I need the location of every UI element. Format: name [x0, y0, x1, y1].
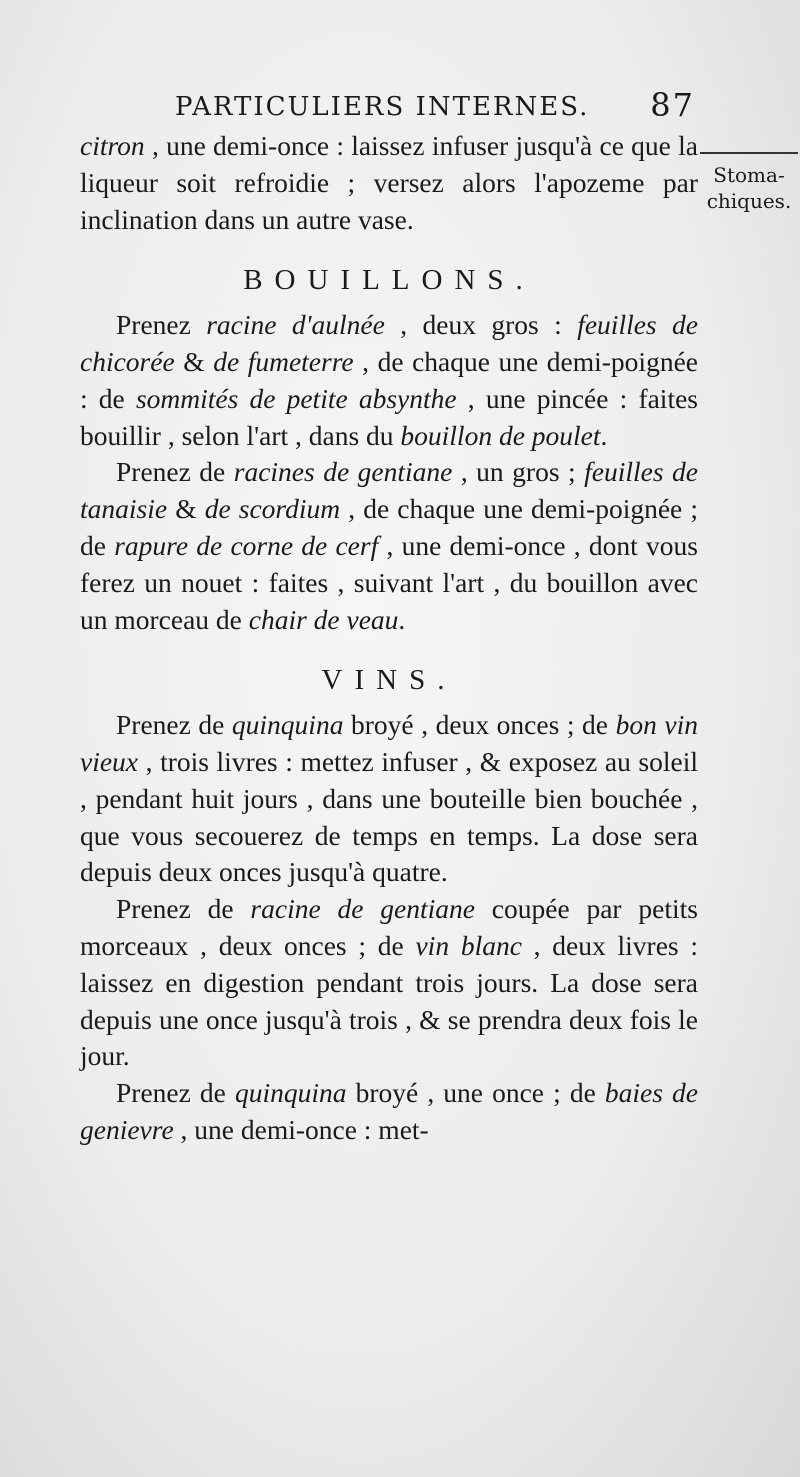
italic-term: baies de genievre	[80, 1077, 699, 1145]
text-run: Prenez	[116, 309, 207, 341]
text-run: , deux gros :	[384, 309, 578, 341]
italic-term: bon vin vieux	[80, 709, 698, 777]
page-header	[175, 86, 695, 124]
text-run: broyé , deux onces ; de	[343, 709, 616, 741]
italic-term: quinquina	[231, 709, 344, 741]
italic-term: vin blanc	[415, 929, 522, 961]
page-number: 87	[650, 86, 695, 124]
italic-term: racine d'aulnée	[206, 309, 385, 341]
text-run: , une pincée : faites bouillir , selon l'art , dans du	[80, 382, 698, 451]
text-run: , une demi-once : met-	[173, 1113, 429, 1145]
text-run: &	[174, 345, 214, 377]
text-run: Prenez de	[116, 1077, 235, 1109]
margin-note-line-1: Stoma-	[713, 163, 785, 187]
text-run: Prenez de	[116, 893, 251, 925]
italic-term: racines de gentiane	[233, 456, 453, 488]
italic-term: chair de veau	[248, 603, 399, 635]
section-heading-bouillons: BOUILLONS.	[243, 264, 535, 297]
text-run: , un gros ;	[452, 456, 585, 488]
italic-term: bouillon de poulet	[400, 419, 601, 451]
text-run: coupée par petits morceaux , deux onces ; de	[80, 893, 698, 961]
section-heading-vins: VINS.	[321, 664, 457, 697]
margin-note-line-2: chiques.	[706, 189, 792, 213]
text-run: , trois livres : mettez infuser , & exposez au soleil , pendant huit jours , dans une bouteille bien bouchée , que vous secouerez de temps en temps. La dose sera depuis deux onces jusqu'à quatre.	[80, 745, 698, 888]
text-run: .	[398, 603, 406, 635]
paragraph-recipe-2	[80, 454, 698, 638]
text-run: , deux livres : laissez en digestion pendant trois jours. La dose sera depuis une once jusqu'à trois , & se prendra deux fois le jour.	[80, 929, 698, 1072]
text-run: , une demi-once : laissez infuser jusqu'à ce que la liqueur soit refroidie ; versez alors l'apozeme par inclination dans un autre vase.	[80, 130, 698, 235]
running-title: PARTICULIERS INTERNES.	[175, 92, 590, 122]
text-run: broyé , une once ; de	[346, 1077, 605, 1109]
italic-term: de scordium	[204, 493, 341, 525]
margin-note	[700, 152, 798, 214]
italic-term: racine de gentiane	[250, 893, 475, 925]
paragraph-recipe-1	[80, 307, 698, 454]
text-run: Prenez de	[116, 456, 234, 488]
paragraph-recipe-3	[80, 707, 698, 891]
text-run: , de chaque une demi-poignée : de	[80, 345, 698, 414]
paragraph-recipe-5	[80, 1075, 698, 1149]
text-run: Prenez de	[116, 709, 232, 741]
paragraph-recipe-4	[80, 891, 698, 1075]
text-run: .	[600, 419, 608, 451]
italic-term: feuilles de chicorée	[80, 309, 698, 377]
italic-term: quinquina	[234, 1077, 347, 1109]
italic-term: rapure de corne de cerf	[114, 529, 379, 561]
body-text	[80, 128, 698, 1149]
text-run: &	[167, 493, 205, 525]
paragraph-continuation	[80, 128, 698, 238]
italic-term: feuilles de tanaisie	[80, 456, 698, 525]
text-run: , une demi-once , dont vous ferez un nouet : faites , suivant l'art , du bouillon avec un morceau de	[80, 529, 698, 635]
italic-term: de fumeterre	[213, 345, 354, 377]
italic-term: sommités de petite absynthe	[135, 382, 457, 414]
italic-term: citron	[80, 130, 145, 161]
text-run: , de chaque une demi-poignée ; de	[80, 493, 698, 561]
